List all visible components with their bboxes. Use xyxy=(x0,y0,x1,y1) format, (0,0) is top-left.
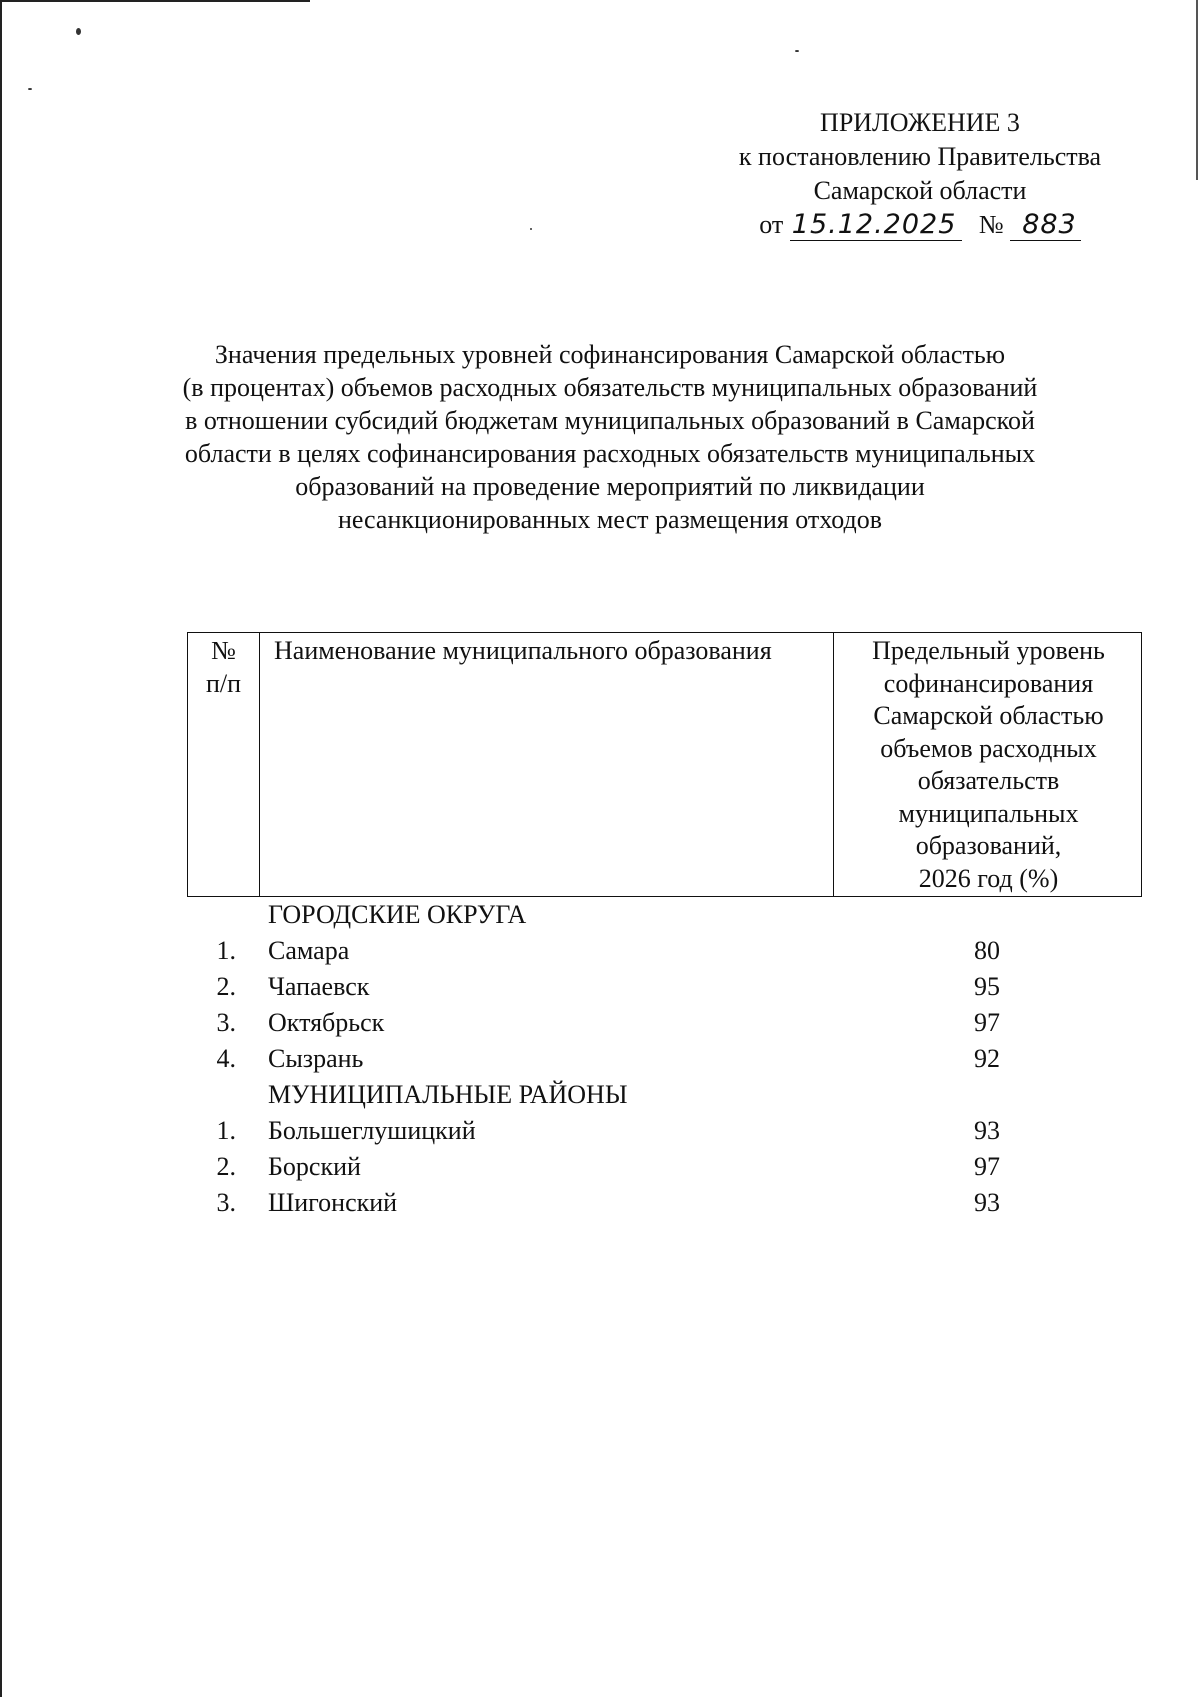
header-value xyxy=(833,633,1143,896)
header-value-line: 2026 год (%) xyxy=(918,863,1059,893)
title-line: в отношении субсидий бюджетам муниципальных образований в Самарской xyxy=(185,406,1035,435)
title-line: Значения предельных уровней софинансирования Самарской областью xyxy=(214,340,1006,369)
row-number: 2. xyxy=(216,1152,236,1181)
row-number: 2. xyxy=(216,972,236,1001)
table-row xyxy=(187,1041,1142,1077)
appendix-title: ПРИЛОЖЕНИЕ 3 xyxy=(820,108,1020,137)
handwritten-number: 883 xyxy=(1010,209,1081,241)
title-line: (в процентах) объемов расходных обязательств муниципальных образований xyxy=(182,373,1038,402)
table-row xyxy=(187,1113,1142,1149)
appendix-region: Самарской области xyxy=(813,176,1027,205)
appendix-date-line xyxy=(710,208,1130,242)
row-value: 93 xyxy=(974,1116,1000,1145)
row-number: 1. xyxy=(216,936,236,965)
row-name: Борский xyxy=(268,1152,361,1181)
cofinancing-table xyxy=(187,632,1142,1221)
header-value-line: Самарской областью xyxy=(873,701,1104,730)
header-value-line: софинансирования xyxy=(883,668,1094,698)
appendix-reference: к постановлению Правительства xyxy=(738,142,1102,171)
header-number-line: п/п xyxy=(205,668,242,698)
row-value: 92 xyxy=(974,1044,1000,1073)
scan-edge-top xyxy=(0,0,310,2)
table-row xyxy=(187,1149,1142,1185)
scan-speck xyxy=(28,88,32,90)
header-value-line: объемов расходных xyxy=(880,733,1097,763)
row-number: 3. xyxy=(216,1188,236,1217)
scan-edge-right xyxy=(1196,0,1198,180)
row-number: 3. xyxy=(216,1008,236,1037)
row-value: 95 xyxy=(974,972,1000,1001)
number-prefix: № xyxy=(978,210,1004,239)
title-line: образований на проведение мероприятий по ликвидации xyxy=(295,472,925,501)
row-value: 97 xyxy=(974,1152,1000,1181)
title-line: несанкционированных мест размещения отходов xyxy=(337,505,883,534)
row-name: Большеглушицкий xyxy=(268,1116,476,1145)
scan-speck xyxy=(795,50,799,52)
table-row xyxy=(187,969,1142,1005)
handwritten-date: 15.12.2025 xyxy=(790,209,963,241)
header-value-line: образований, xyxy=(915,831,1062,860)
header-value-line: муниципальных xyxy=(898,798,1079,828)
section-heading xyxy=(187,897,1142,933)
row-value: 93 xyxy=(974,1188,1000,1217)
scan-edge-left xyxy=(0,0,2,1697)
document-title xyxy=(150,338,1070,536)
row-name: Шигонский xyxy=(268,1188,398,1217)
appendix-header xyxy=(710,106,1130,242)
row-number: 1. xyxy=(216,1116,236,1145)
row-name: Сызрань xyxy=(268,1044,364,1073)
table-header xyxy=(187,632,1142,897)
section-title: ГОРОДСКИЕ ОКРУГА xyxy=(268,900,527,929)
header-name: Наименование муниципального образования xyxy=(259,633,833,896)
date-prefix: от xyxy=(759,210,784,239)
row-name: Октябрьск xyxy=(268,1008,385,1037)
section-title: МУНИЦИПАЛЬНЫЕ РАЙОНЫ xyxy=(268,1080,628,1109)
header-number-line: № xyxy=(211,636,236,665)
header-number xyxy=(188,633,259,896)
row-number: 4. xyxy=(216,1044,236,1073)
row-name: Самара xyxy=(268,936,350,965)
table-row xyxy=(187,1185,1142,1221)
table-row xyxy=(187,933,1142,969)
row-value: 97 xyxy=(974,1008,1000,1037)
scan-speck xyxy=(530,228,532,230)
header-value-line: обязательств xyxy=(917,766,1060,795)
scan-speck xyxy=(76,28,81,35)
title-line: области в целях софинансирования расходных обязательств муниципальных xyxy=(184,439,1036,468)
header-value-line: Предельный уровень xyxy=(872,636,1105,665)
row-value: 80 xyxy=(974,936,1000,965)
table-row xyxy=(187,1005,1142,1041)
row-name: Чапаевск xyxy=(268,972,370,1001)
section-heading xyxy=(187,1077,1142,1113)
